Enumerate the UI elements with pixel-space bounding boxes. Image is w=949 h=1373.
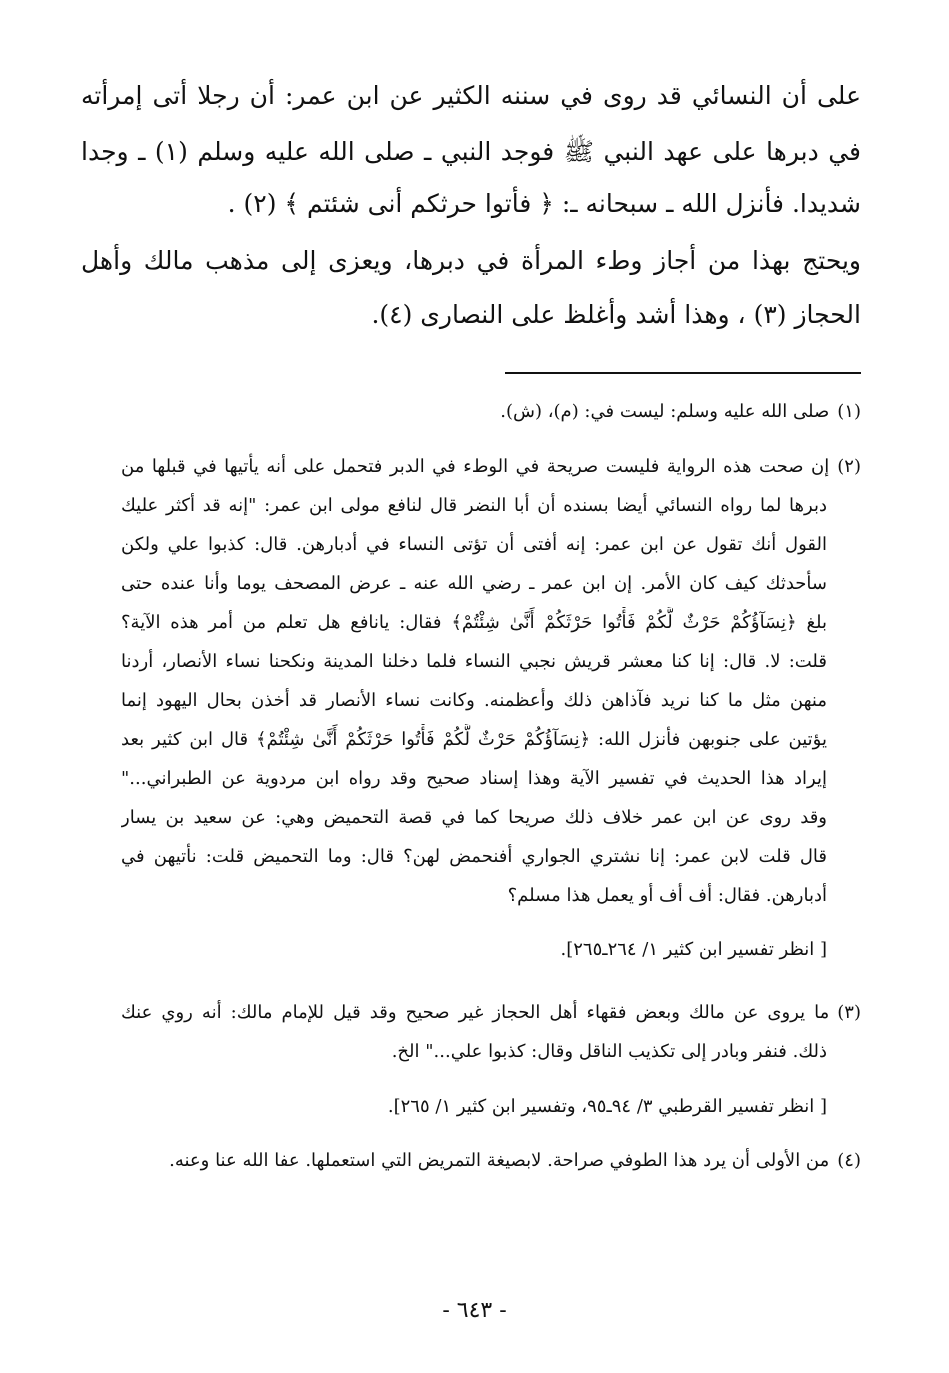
footnote-text: ما يروى عن مالك وبعض فقهاء أهل الحجاز غير صحيح وقد قيل للإمام مالك: أنه روي عنك [121,1002,830,1023]
footnote-2 [121,451,861,483]
footnote-reference: [ انظر تفسير القرطبي ٣/ ٩٤ـ٩٥، وتفسير ابن كثير ١/ ٢٦٥]. [387,1096,827,1117]
footnote-text: بلغ ﴿نِسَآؤُكُمْ حَرْثٌ لَّكُمْ فَأْتُوا حَرْثَكُمْ أَنَّىٰ شِئْتُمْ﴾ فقال: يانافع هل تعلم من أمر هذه الآية؟ [121,612,827,633]
main-text-line: على أن النسائي قد روى في سننه الكثير عن ابن عمر: أن رجلا أتى إمرأته [81,81,861,110]
footnote-text: قال قلت لابن عمر: إنا نشتري الجواري أفنحمض لهن؟ قال: وما التحميض قلت: نأتيهن في [121,846,827,867]
footnote-text: ذلك. فنفر وبادر إلى تكذيب الناقل وقال: كذبوا علي..." الخ. [391,1041,827,1062]
page-number: - ٦٤٣ - [442,1298,507,1323]
footnote-text: القول أنك تقول عن ابن عمر: إنه أفتى أن تؤتى النساء في أدبارهن. قال: كذبوا علي ولكن [121,534,827,555]
footnote-reference: [ انظر تفسير ابن كثير ١/ ٢٦٤ـ٢٦٥]. [560,939,827,960]
main-text-line: شديدا. فأنزل الله ـ سبحانه ـ: ﴿ فأتوا حرثكم أنى شئتم ﴾ (٢) . [227,189,861,218]
footnote-1 [121,396,861,428]
footnote-number: (٤) [837,1150,861,1171]
footnote-text: صلى الله عليه وسلم: ليست في: (م)، (ش). [500,401,830,422]
footnote-3 [121,997,861,1029]
footnote-separator [505,372,861,374]
footnote-text: إيراد هذا الحديث في تفسير الآية وهذا إسناد صحيح وقد رواه ابن مردوية عن الطبراني..." [121,768,827,789]
main-text-line: ويحتج بهذا من أجاز وطء المرأة في دبرها، ويعزى إلى مذهب مالك وأهل [81,246,861,275]
footnote-4 [121,1145,861,1177]
footnote-text: منهن مثل ما كنا نريد فآذاهن ذلك وأعظمنه. وكانت نساء الأنصار قد أخذن بحال اليهود إنما [121,690,827,711]
main-text-line: في دبرها على عهد النبي ﷺ فوجد النبي ـ صلى الله عليه وسلم (١) ـ وجدا [81,137,861,166]
footnote-text: يؤتين على جنوبهن فأنزل الله: ﴿نِسَآؤُكُمْ حَرْثٌ لَّكُمْ فَأْتُوا حَرْثَكُمْ أَنَّىٰ شِئْتُمْ﴾ قال ابن كثير بعد [121,729,827,750]
footnote-number: (٣) [837,1002,861,1023]
footnote-text: إن صحت هذه الرواية فليست صريحة في الوطء في الدبر فتحمل على أنه يأتيها في قبلها من [121,456,830,477]
footnote-text: قلت: لا. قال: إنا كنا معشر قريش نجبي النساء فلما دخلنا المدينة ونكحنا نساء الأنصار، أردنا [121,651,827,672]
footnote-text: دبرها لما رواه النسائي أيضا بسنده أن أبا النضر قال لنافع مولى ابن عمر: "إنه قد أكثر عليك [121,495,827,516]
footnote-text: من الأولى أن يرد هذا الطوفي صراحة. لابصيغة التمريض التي استعملها. عفا الله عنا وعنه. [169,1150,830,1171]
footnote-text: سأحدثك كيف كان الأمر. إن ابن عمر ـ رضي الله عنه ـ عرض المصحف يوما وأنا عنده حتى [121,573,827,594]
footnote-number: (٢) [837,456,861,477]
footnote-number: (١) [837,401,861,422]
main-text-line: الحجاز (٣) ، وهذا أشد وأغلظ على النصارى (٤). [371,300,861,329]
footnote-text: أدبارهن. فقال: أف أف أو يعمل هذا مسلم؟ [507,885,827,906]
footnote-text: وقد روى عن ابن عمر خلاف ذلك صريحا كما في قصة التحميض وهي: عن سعيد بن يسار [121,807,827,828]
